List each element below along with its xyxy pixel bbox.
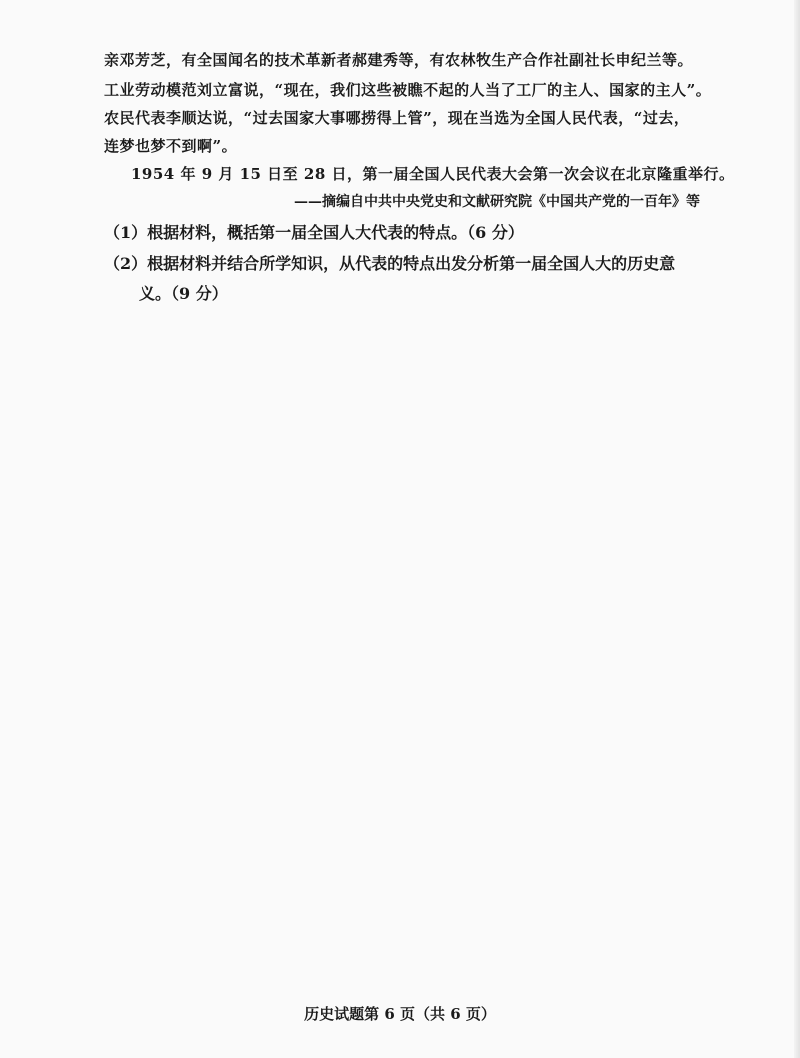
question-1: （1）根据材料，概括第一届全国人大代表的特点。（6 分） (104, 223, 524, 242)
page-footer: 历史试题第 6 页（共 6 页） (304, 1005, 496, 1023)
source-citation: ——摘编自中共中央党史和文献研究院《中国共产党的一百年》等 (294, 194, 700, 210)
question-2-line-1: （2）根据材料并结合所学知识，从代表的特点出发分析第一届全国人大的历史意 (104, 254, 676, 273)
material-text-line-4: 连梦也梦不到啊”。 (104, 137, 238, 155)
page-edge-shadow (794, 0, 800, 1058)
material-text-line-1: 亲邓芳芝，有全国闻名的技术革新者郝建秀等，有农林牧生产合作社副社长申纪兰等。 (104, 51, 694, 69)
material-text-line-2: 工业劳动模范刘立富说，“现在，我们这些被瞧不起的人当了工厂的主人、国家的主人”。 (104, 81, 712, 99)
material-text-line-5: 1954 年 9 月 15 日至 28 日，第一届全国人民代表大会第一次会议在北京隆重举行。 (131, 165, 735, 183)
question-2-line-2: 义。（9 分） (139, 284, 228, 303)
material-text-line-3: 农民代表李顺达说，“过去国家大事哪捞得上管”，现在当选为全国人民代表，“过去， (104, 109, 690, 127)
